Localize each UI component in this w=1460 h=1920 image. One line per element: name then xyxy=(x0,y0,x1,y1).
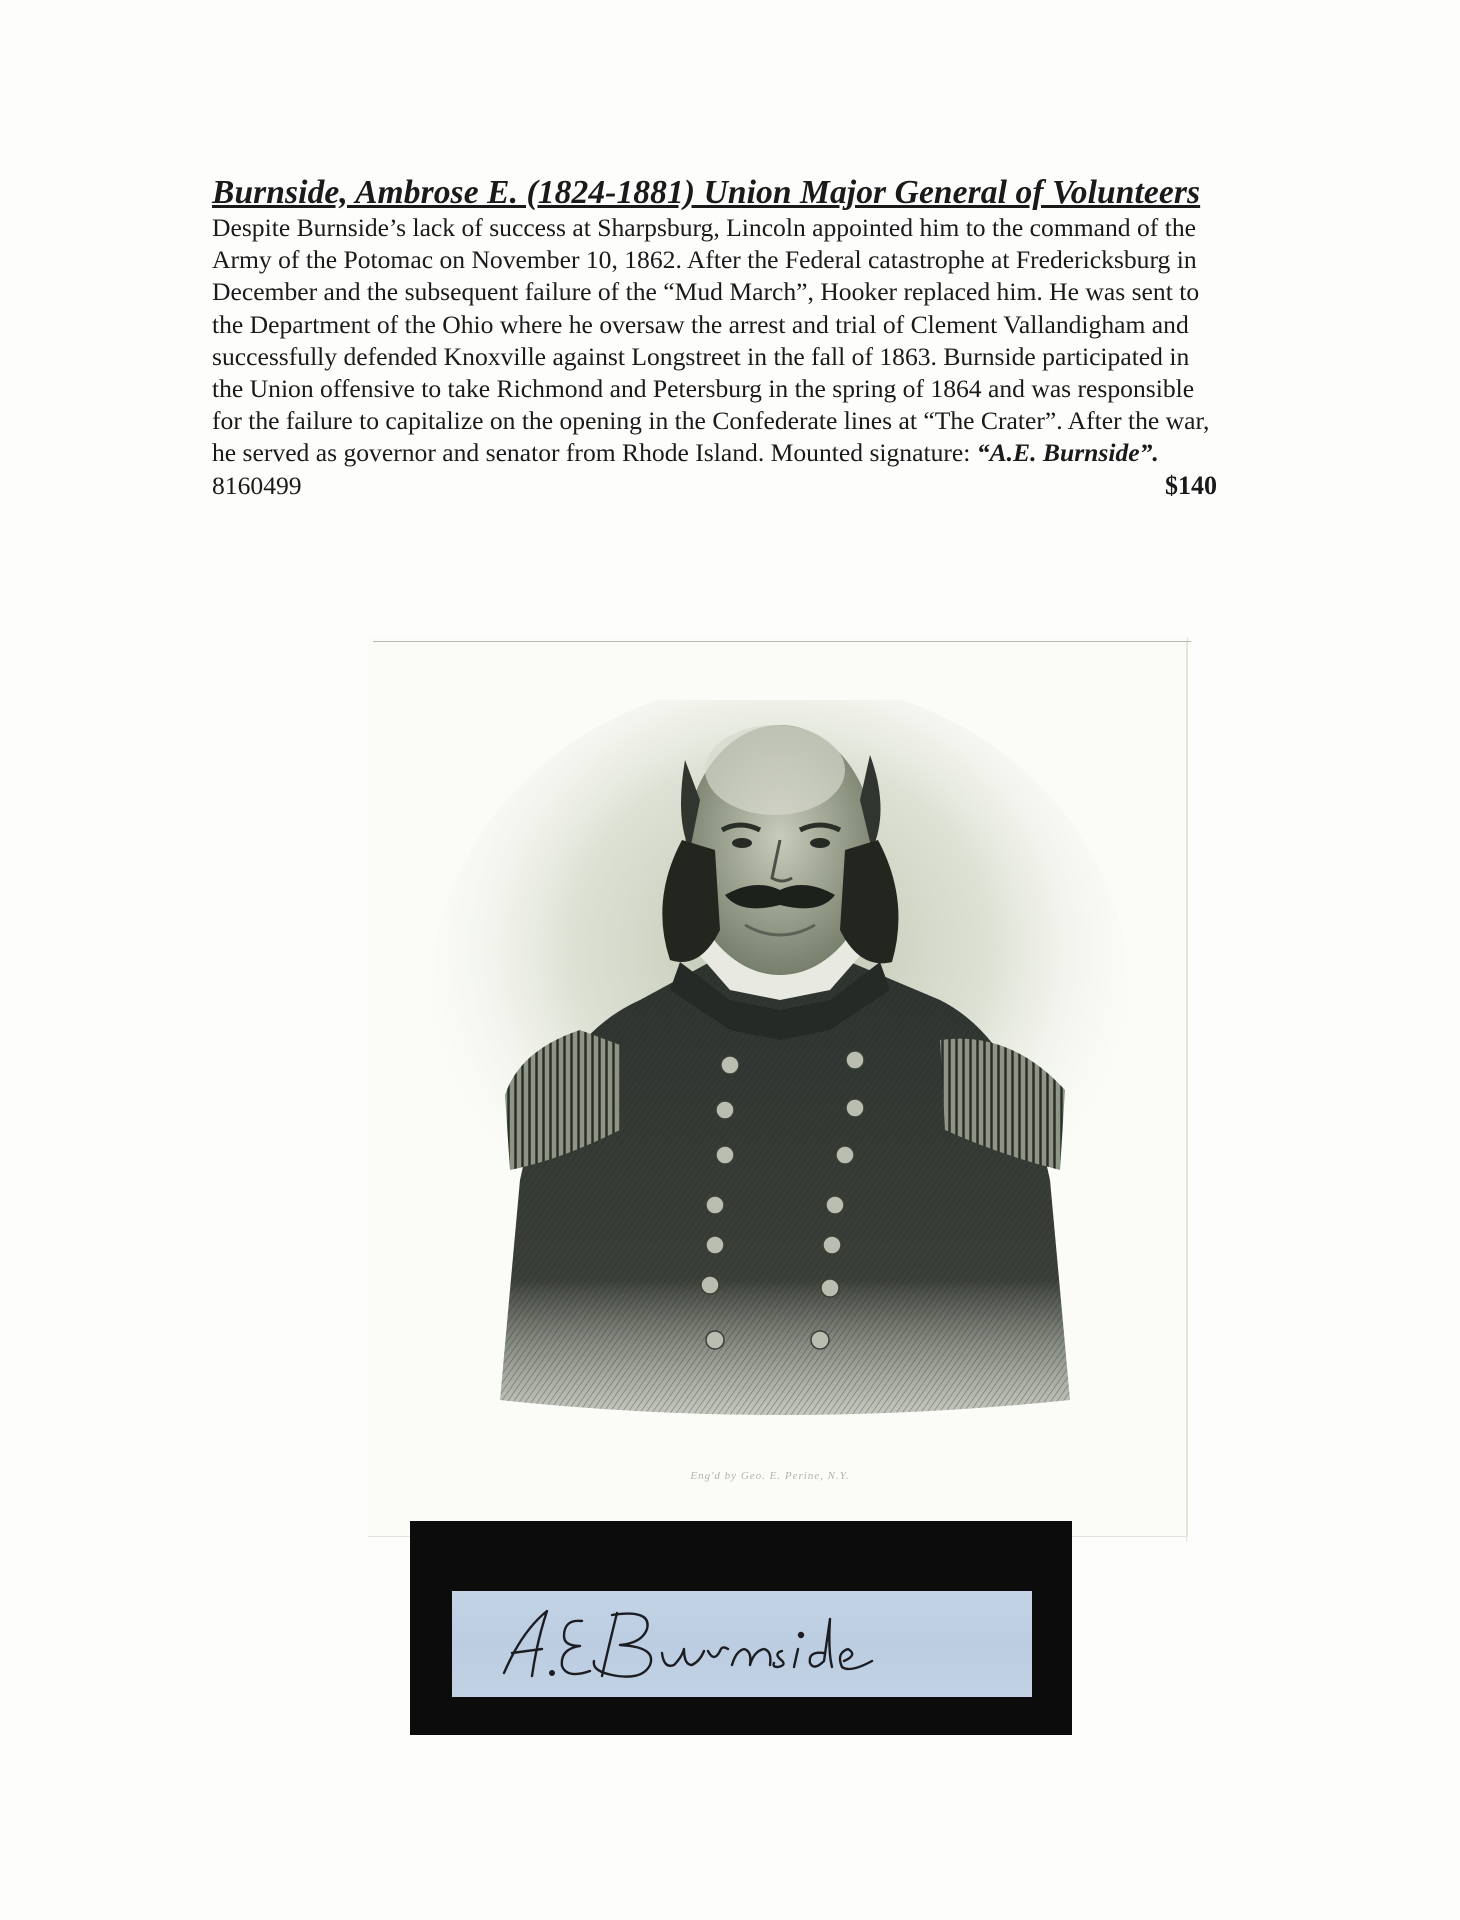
description-block xyxy=(212,174,1217,502)
engraver-credit: Eng'd by Geo. E. Perine, N.Y. xyxy=(690,1470,850,1482)
item-number: 8160499 xyxy=(212,470,302,500)
description-text: Despite Burnside’s lack of success at Sharpsburg, Lincoln appointed him to the command of the Army of the Potomac on November 10, 1862. After the Federal catastrophe at Fredericksburg in December and the subsequent failure of the “Mud March”, Hooker replaced him. He was sent to the Department of the Ohio where he oversaw the arrest and trial of Clement Vallandigham and successfully defended Knoxville against Longstreet in the fall of 1863. Burnside participated in the Union offensive to take Richmond and Petersburg in the spring of 1864 and was responsible for the failure to capitalize on the opening in the Confederate lines at “The Crater”. After the war, he served as governor and senator from Rhode Island. Mounted signature: xyxy=(212,213,1210,468)
print-top-edge xyxy=(373,641,1191,642)
item-title: Burnside, Ambrose E. (1824-1881) Union Major General of Volunteers xyxy=(212,174,1201,211)
item-meta-row xyxy=(212,470,1217,502)
print-right-edge xyxy=(1186,642,1187,1542)
item-description xyxy=(212,212,1217,470)
handwritten-signature xyxy=(452,1591,1032,1697)
item-price: $140 xyxy=(1165,470,1217,500)
portrait-engraving xyxy=(400,700,1160,1440)
signature-quote: “A.E. Burnside”. xyxy=(976,438,1159,468)
